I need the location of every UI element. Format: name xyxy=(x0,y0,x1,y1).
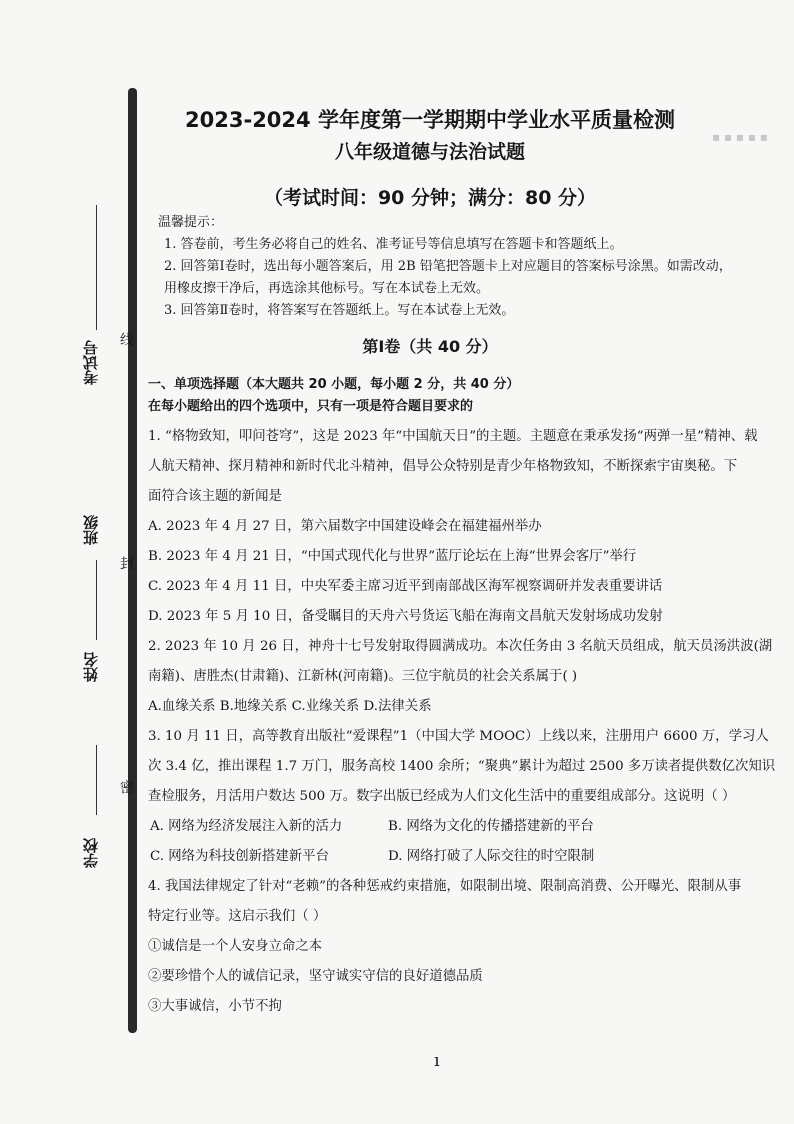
section-1-title: 第Ⅰ卷（共 40 分） xyxy=(362,337,498,356)
q4-statement-2: ②要珍惜个人的诚信记录，坚守诚实守信的良好道德品质 xyxy=(148,969,483,984)
q1-option-c: C. 2023 年 4 月 11 日，中央军委主席习近平到南部战区海军视察调研并发表重要讲话 xyxy=(148,579,663,594)
name-label: 姓名 xyxy=(82,652,100,682)
note-1: 1. 答卷前，考生务必将自己的姓名、准考证号等信息填写在答题卡和答题纸上。 xyxy=(164,237,623,252)
q1-option-b: B. 2023 年 4 月 21 日，“中国式现代化与世界”蓝厅论坛在上海“世界会客厅”举行 xyxy=(148,549,637,564)
stray-pen-mark: ı xyxy=(434,1050,440,1071)
q3-line-1: 3. 10 月 11 日，高等教育出版社“爱课程”1（中国大学 MOOC）上线以来，注册用户 6600 万，学习人 xyxy=(148,729,769,744)
exam-notes xyxy=(158,212,732,322)
note-2a: 2. 回答第Ⅰ卷时，选出每小题答案后，用 2B 铅笔把答题卡上对应题目的答案标号涂黑。如需改动， xyxy=(164,259,732,274)
exam-number-label: 考试号 xyxy=(82,340,100,385)
exam-number-line xyxy=(96,205,97,330)
seal-mi-char: 密 xyxy=(118,780,134,794)
time-score-line: （考试时间：90 分钟；满分：80 分） xyxy=(263,187,597,209)
school-label: 学校 xyxy=(82,838,100,868)
q1-option-a: A. 2023 年 4 月 27 日，第六届数字中国建设峰会在福建福州举办 xyxy=(148,519,542,534)
exam-title: 2023-2024 学年度第一学期期中学业水平质量检测 xyxy=(185,108,675,132)
section-heading: 一、单项选择题（本大题共 20 小题，每小题 2 分，共 40 分） xyxy=(148,377,520,392)
q2-line-2: 南籍)、唐胜杰(甘肃籍)、江新林(河南籍)。三位宇航员的社会关系属于( ) xyxy=(148,669,578,684)
q3-option-d: D. 网络打破了人际交往的时空限制 xyxy=(388,849,595,864)
q3-option-b: B. 网络为文化的传播搭建新的平台 xyxy=(388,819,594,834)
seal-feng-char: 封 xyxy=(118,556,134,570)
q1-line-1: 1. “格物致知，叩问苍穹”，这是 2023 年“中国航天日”的主题。主题意在秉承发扬“两弹一星”精神、载 xyxy=(148,429,758,444)
q4-line-2: 特定行业等。这启示我们（ ） xyxy=(148,909,327,924)
q4-statement-3: ③大事诚信，小节不拘 xyxy=(148,999,282,1014)
question-body xyxy=(148,370,776,1022)
name-line xyxy=(96,745,97,815)
section-instruction: 在每小题给出的四个选项中，只有一项是符合题目要求的 xyxy=(148,399,474,414)
seal-line-char: 线 xyxy=(118,332,134,346)
q1-line-3: 面符合该主题的新闻是 xyxy=(148,489,282,504)
q3-options-row-2 xyxy=(148,842,746,872)
note-2b: 用橡皮擦干净后，再选涂其他标号。写在本试卷上无效。 xyxy=(164,281,490,296)
subject-title: 八年级道德与法治试题 xyxy=(334,141,525,163)
q1-option-d: D. 2023 年 5 月 10 日，备受瞩目的天舟六号货运飞船在海南文昌航天发射场成功发射 xyxy=(148,609,663,624)
q3-option-a: A. 网络为经济发展注入新的活力 xyxy=(150,819,343,834)
q1-line-2: 人航天精神、探月精神和新时代北斗精神，倡导公众特别是青少年格物致知，不断探索宇宙奥秘。下 xyxy=(148,459,738,474)
class-label: 班级 xyxy=(82,515,100,545)
bleed-through-text: ▪ ▪ ▪ ▪ ▪ xyxy=(712,130,768,144)
class-line xyxy=(96,560,97,640)
q4-statement-1: ①诚信是一个人安身立命之本 xyxy=(148,939,323,954)
q2-options: A.血缘关系 B.地缘关系 C.业缘关系 D.法律关系 xyxy=(148,699,432,714)
q3-options-row-1 xyxy=(148,812,746,842)
q3-line-2: 次 3.4 亿，推出课程 1.7 万门，服务高校 1400 余所；“聚典”累计为超过 2500 多万读者提供数亿次知识 xyxy=(148,759,776,774)
notes-heading: 温馨提示： xyxy=(158,215,224,230)
q3-line-3: 查检服务，月活用户数达 500 万。数字出版已经成为人们文化生活中的重要组成部分。这说明（ ） xyxy=(148,789,736,804)
q4-line-1: 4. 我国法律规定了针对“老赖”的各种惩戒约束措施，如限制出境、限制高消费、公开曝光、限制从事 xyxy=(148,879,742,894)
q3-option-c: C. 网络为科技创新搭建新平台 xyxy=(150,849,329,864)
note-3: 3. 回答第Ⅱ卷时，将答案写在答题纸上。写在本试卷上无效。 xyxy=(164,303,515,318)
q2-line-1: 2. 2023 年 10 月 26 日，神舟十七号发射取得圆满成功。本次任务由 3 名航天员组成，航天员汤洪波(湖 xyxy=(148,639,773,654)
